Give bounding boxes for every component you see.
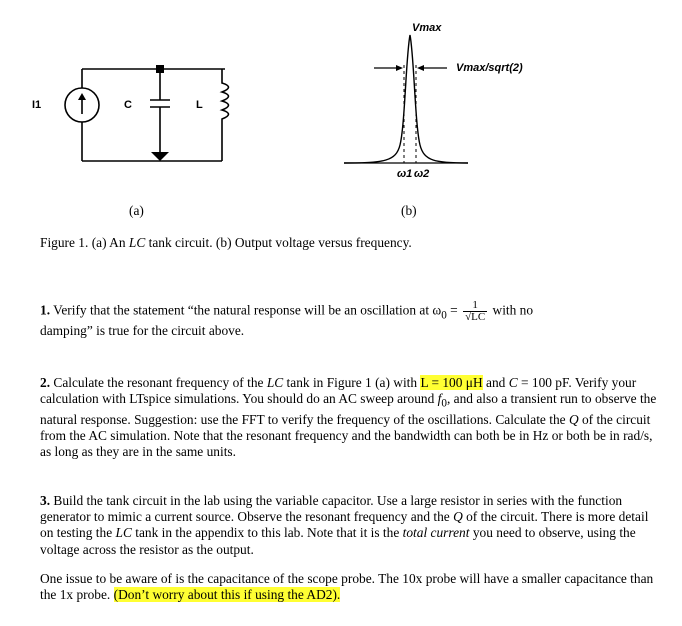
q2-c: C (508, 375, 518, 390)
q3-lc: LC (115, 525, 132, 541)
resonance-curve (344, 35, 468, 163)
q2-f-sub: 0 (441, 397, 447, 410)
subcaption-b: (b) (401, 203, 417, 218)
question-2 (40, 375, 660, 461)
q1-fraction (463, 300, 487, 323)
question-3 (40, 493, 660, 558)
q2-number: 2. (40, 375, 51, 390)
q3-text2: of the circuit. There is more detail on testing the (40, 509, 649, 541)
q2-q: Q (568, 412, 579, 428)
q3-text3: tank in the appendix to this lab. Note that it is the (131, 525, 403, 541)
figure-caption (40, 235, 412, 251)
q2-text2: tank in Figure 1 (a) with (283, 375, 421, 390)
node-square (156, 65, 164, 73)
vmax-label: Vmax (412, 22, 442, 34)
q1-frac-num: 1 (463, 300, 487, 312)
probe-note-highlight: (Don’t worry about this if using the AD2). (113, 587, 341, 603)
inductor-coil (222, 69, 229, 161)
q3-text: Build the tank circuit in the lab using the variable capacitor. Use a large resistor in series with the function generator to mimic a current source. Observe the resonant frequency and the (40, 493, 623, 525)
probe-note-text: One issue to be aware of is the capacitance of the scope probe. The 10x probe will have a smaller capacitance than the 1x probe. (40, 571, 654, 603)
q1-sub: 0 (441, 309, 447, 322)
probe-note (40, 571, 660, 603)
q2-text6: of the circuit from the AC simulation. Note that the resonant frequency and the bandwidth can both be in Hz or both be in rad/s, as long as they are in the same units. (40, 412, 653, 460)
q2-highlight: L = 100 μH (420, 375, 483, 390)
q3-total-current: total current (402, 525, 470, 541)
half-power-label: Vmax/sqrt(2) (456, 62, 523, 74)
q1-text: Verify that the statement “the natural response will be an oscillation at ω (50, 302, 442, 318)
q2-text: Calculate the resonant frequency of the (50, 375, 267, 390)
q1-text3: damping” is true for the circuit above. (40, 323, 245, 339)
caption-lc: LC (128, 235, 146, 250)
caption-text: Figure 1. (a) An (40, 235, 129, 250)
q2-f: f (437, 391, 442, 407)
q1-frac-den: √LC (465, 311, 486, 323)
q3-number: 3. (40, 493, 51, 508)
q1-eq: = (446, 302, 462, 318)
inductor-label: L (196, 99, 203, 111)
q3-q: Q (453, 509, 463, 525)
q3-text4: you need to observe, using the voltage across the resistor as the output. (40, 525, 636, 557)
question-1 (40, 300, 660, 340)
subcaption-a: (a) (129, 203, 144, 218)
ground-symbol (151, 152, 169, 161)
source-label: I1 (32, 99, 42, 111)
caption-text-rest: tank circuit. (b) Output voltage versus frequency. (145, 235, 412, 250)
q1-number: 1. (40, 302, 51, 318)
w2-label: ω2 (414, 168, 430, 180)
capacitor-label: C (124, 99, 132, 111)
resonance-curve-plot (330, 15, 480, 185)
q2-lc: LC (266, 375, 284, 390)
w1-label: ω1 (397, 168, 413, 180)
q2-text3: and (482, 375, 509, 390)
q2-text4: = 100 pF. Verify your calculation with LTspice simulations. You should do an AC sweep around (40, 375, 637, 407)
q1-text2: with no (489, 302, 534, 318)
q2-text5: , and also a transient run to observe the natural response. Suggestion: use the FFT to verify the frequency of the oscillations. Calculate the (40, 391, 657, 428)
